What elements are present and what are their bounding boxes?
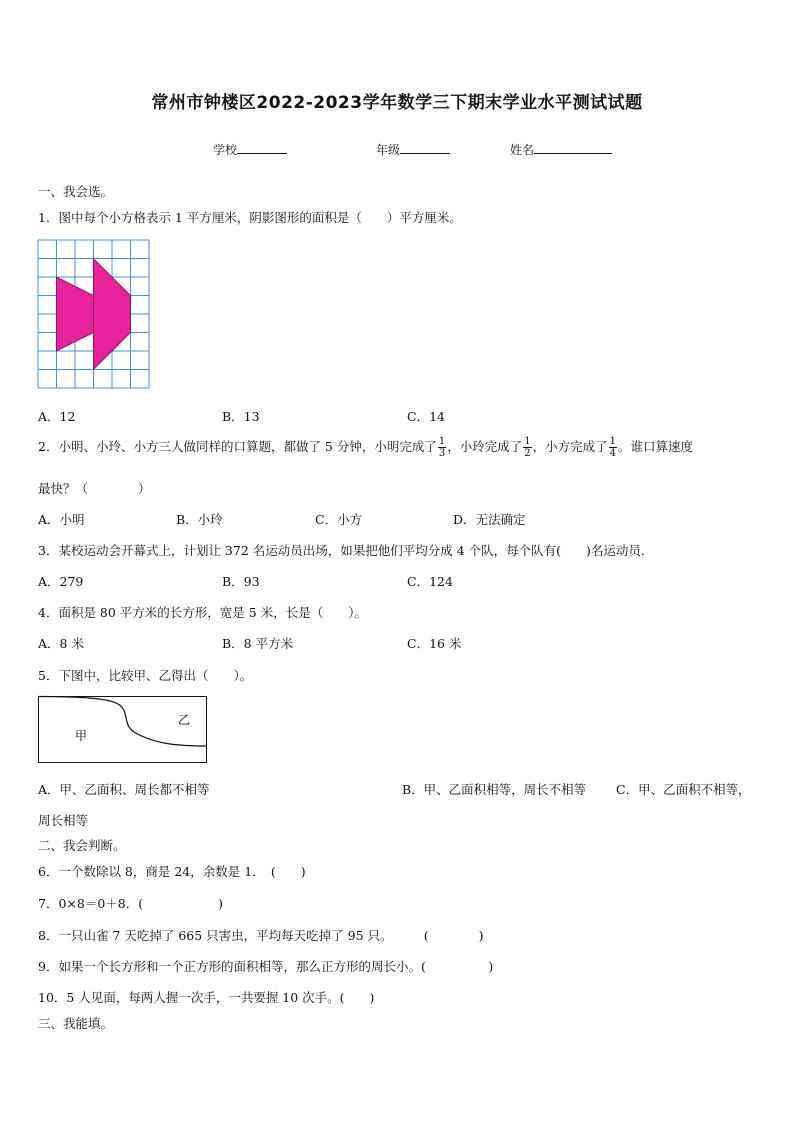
question-10-text: 10．5 人见面，每两人握一次手，一共要握 10 次手。( ) <box>38 990 375 1005</box>
fraction-one-third: $\frac{1}{3}$ <box>438 436 446 459</box>
school-label: 学校 <box>213 143 238 157</box>
name-label: 姓名 <box>510 143 535 157</box>
fraction-one-half: $\frac{1}{2}$ <box>524 436 531 459</box>
q3-option-a[interactable]: A．279 <box>38 574 84 589</box>
q1-option-b[interactable]: B．13 <box>222 409 260 424</box>
q5-option-b[interactable]: B．甲、乙面积相等，周长不相等 <box>402 782 587 797</box>
section-heading-3: 三、我能填。 <box>38 1016 114 1031</box>
q2-text-c: ，小方完成了 <box>532 439 608 454</box>
q1-option-c[interactable]: C．14 <box>407 409 445 424</box>
section-heading-1: 一、我会选。 <box>38 184 114 199</box>
q2-option-b[interactable]: B．小玲 <box>176 512 223 527</box>
question-8-text: 8．一只山雀 7 天吃掉了 665 只害虫，平均每天吃掉了 95 只。 ( ) <box>38 928 484 943</box>
q5-option-a[interactable]: A．甲、乙面积、周长都不相等 <box>38 782 210 797</box>
q3-option-c[interactable]: C．124 <box>407 574 453 589</box>
q3-option-b[interactable]: B．93 <box>222 574 260 589</box>
question-3-text: 3．某校运动会开幕式上，计划让 372 名运动员出场，如果把他们平均分成 4 个队，每个队有( )名运动员． <box>38 543 654 558</box>
question-2-text-cont: 最快？（ ） <box>38 481 151 496</box>
q2-text-b: ，小玲完成了 <box>447 439 523 454</box>
q4-option-c[interactable]: C．16 米 <box>407 636 462 651</box>
name-blank[interactable] <box>534 141 612 154</box>
q5-option-c-cont: 周长相等 <box>38 813 89 828</box>
question-2-text <box>38 436 693 459</box>
q5-region-figure <box>38 696 208 764</box>
question-5-text: 5．下图中，比较甲、乙得出（ ）。 <box>38 668 253 683</box>
school-field <box>213 141 287 158</box>
question-4-text: 4．面积是 80 平方米的长方形，宽是 5 米，长是（ ）。 <box>38 605 367 620</box>
grade-label: 年级 <box>376 143 401 157</box>
q1-option-a[interactable]: A．12 <box>38 409 76 424</box>
grade-field <box>376 141 450 158</box>
q4-option-b[interactable]: B．8 平方米 <box>222 636 294 651</box>
q5-option-c[interactable]: C．甲、乙面积不相等， <box>616 782 751 797</box>
q5-rectangle <box>39 697 207 763</box>
section-heading-2: 二、我会判断。 <box>38 838 126 853</box>
q2-option-a[interactable]: A．小明 <box>38 512 85 527</box>
question-6-text: 6．一个数除以 8，商是 24，余数是 1． ( ) <box>38 864 306 879</box>
question-7-text: 7．0×8＝0＋8．( ) <box>38 896 223 911</box>
fraction-one-quarter: $\frac{1}{4}$ <box>609 436 617 459</box>
q2-option-d[interactable]: D．无法确定 <box>453 512 526 527</box>
page-title: 常州市钟楼区2022-2023学年数学三下期末学业水平测试试题 <box>151 93 643 113</box>
q4-option-a[interactable]: A．8 米 <box>38 636 84 651</box>
q2-text-d: 。谁口算速度 <box>618 439 694 454</box>
label-yi: 乙 <box>178 713 191 727</box>
q2-option-c[interactable]: C．小方 <box>315 512 363 527</box>
grade-blank[interactable] <box>400 141 450 154</box>
question-1-text: 1．图中每个小方格表示 1 平方厘米，阴影图形的面积是（ ）平方厘米。 <box>38 210 462 225</box>
school-blank[interactable] <box>237 141 287 154</box>
q2-text-a: 2．小明、小玲、小方三人做同样的口算题，都做了 5 分钟，小明完成了 <box>38 439 437 454</box>
q1-grid-figure <box>38 240 150 388</box>
name-field <box>510 141 612 158</box>
question-9-text: 9．如果一个长方形和一个正方形的面积相等，那么正方形的周长小。( ) <box>38 959 494 974</box>
label-jia: 甲 <box>75 729 88 743</box>
